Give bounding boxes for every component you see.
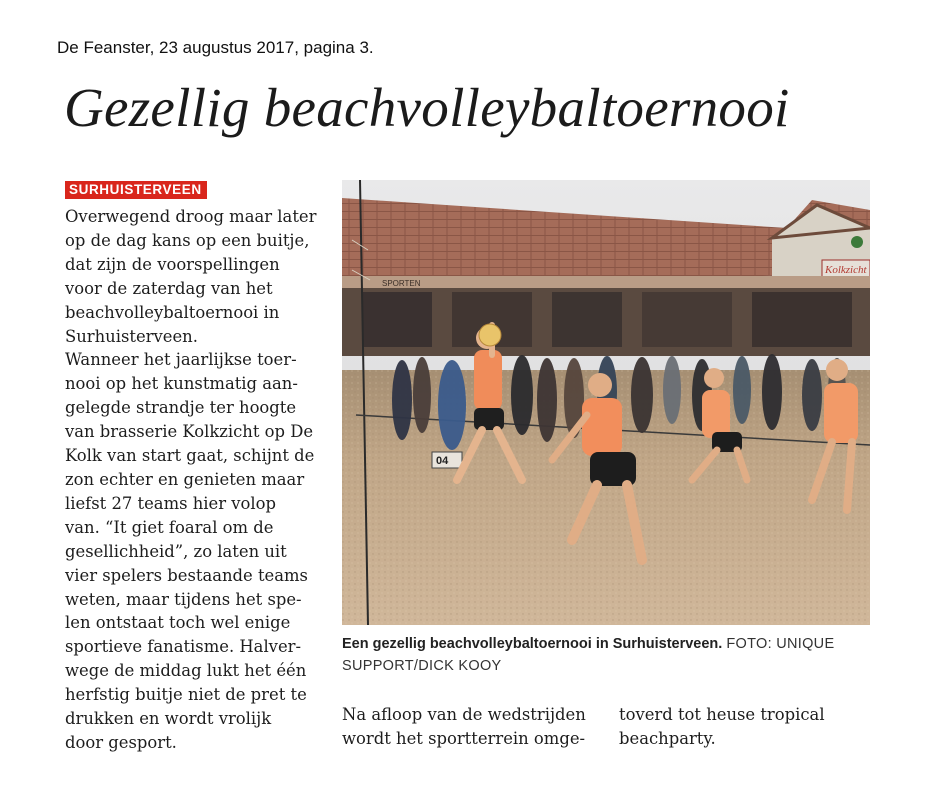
text-line: op de dag kans op een buitje, — [65, 230, 310, 250]
text-line: vier spelers bestaande teams — [65, 565, 308, 585]
text-line: Kolk van start gaat, schijnt de — [65, 446, 315, 466]
caption-text: Een gezellig beachvolleybaltoernooi in Surhuisterveen. — [342, 636, 723, 652]
text-line: Wanneer het jaarlijkse toer- — [65, 350, 297, 370]
text-line: van brasserie Kolkzicht op De — [65, 422, 314, 442]
text-line: sportieve fanatisme. Halver- — [65, 637, 302, 657]
source-line: De Feanster, 23 augustus 2017, pagina 3. — [57, 38, 374, 57]
text-line: zon echter en genieten maar — [65, 469, 305, 489]
text-line: gelegde strandje ter hoogte — [65, 398, 297, 418]
scoreboard-number: 04 — [436, 455, 449, 467]
text-line: voor de zaterdag van het — [65, 278, 273, 298]
text-line: beachvolleybaltoernooi in — [65, 302, 280, 322]
sign-shop: SPORTEN — [382, 279, 421, 288]
sign-kolkzicht: Kolkzicht — [825, 264, 867, 276]
beach-volleyball-photo — [342, 180, 870, 625]
text-line: door gesport. — [65, 732, 177, 752]
volleyball — [479, 324, 501, 346]
photo-credit-cont: SUPPORT/DICK KOOY — [342, 658, 502, 674]
text-line: herfstig buitje niet de pret te — [65, 685, 307, 705]
paragraph-2 — [65, 348, 327, 754]
text-line: nooi op het kunstmatig aan- — [65, 374, 298, 394]
text-line: Na afloop van de wedstrijden — [342, 705, 586, 724]
text-line: wordt het sportterrein omge- — [342, 729, 586, 748]
text-line: gesellichheid”, zo laten uit — [65, 541, 287, 561]
text-line: Overwegend droog maar later — [65, 207, 317, 226]
article-body-column-1 — [65, 205, 327, 755]
article-photo — [342, 180, 870, 625]
text-line: drukken en wordt vrolijk — [65, 709, 272, 729]
text-line: liefst 27 teams hier volop — [65, 493, 277, 513]
text-line: Surhuisterveen. — [65, 326, 198, 346]
article-body-column-2 — [342, 703, 602, 751]
text-line: toverd tot heuse tropical — [619, 705, 825, 724]
location-kicker: SURHUISTERVEEN — [65, 181, 207, 199]
text-line: dat zijn de voorspellingen — [65, 254, 280, 274]
text-line: weten, maar tijdens het spe- — [65, 589, 302, 609]
article-headline: Gezellig beachvolleybaltoernooi — [64, 77, 790, 138]
text-line: len ontstaat toch wel enige — [65, 613, 291, 633]
text-line: wege de middag lukt het één — [65, 661, 307, 681]
photo-credit: FOTO: UNIQUE — [726, 636, 835, 652]
photo-caption — [342, 633, 872, 677]
paragraph-1 — [65, 205, 327, 348]
article-body-column-3 — [619, 703, 869, 751]
text-line: beachparty. — [619, 729, 716, 748]
text-line: van. “It giet foaral om de — [65, 517, 274, 537]
